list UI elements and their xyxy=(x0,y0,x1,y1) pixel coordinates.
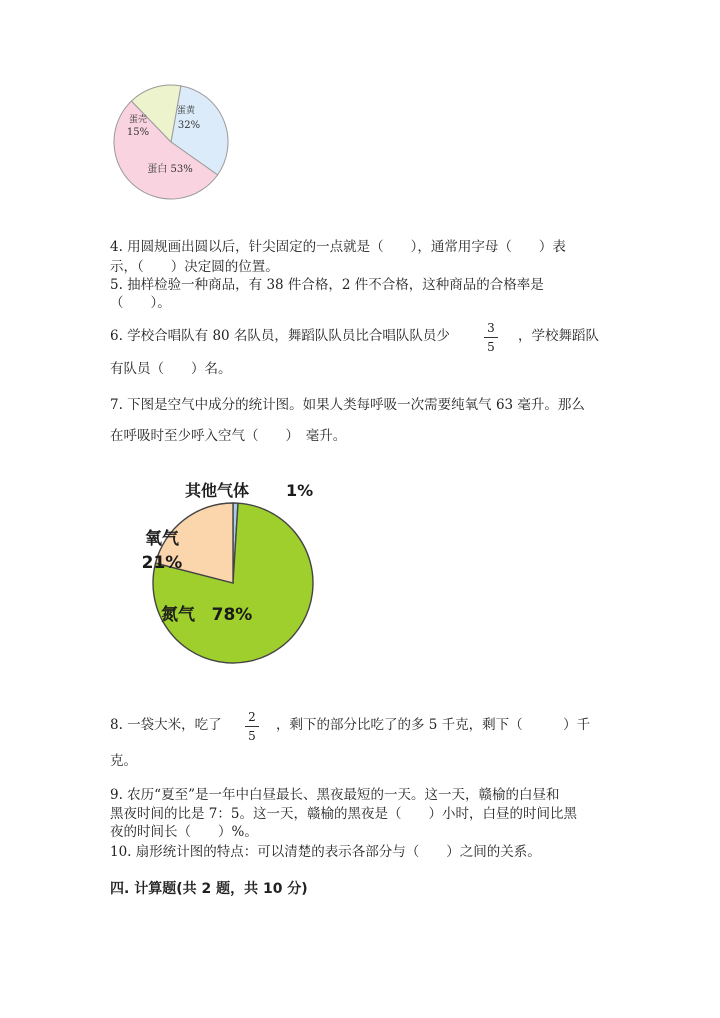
air-pie-chart xyxy=(110,474,330,670)
pie2-label-other: 其他气体 xyxy=(185,481,250,500)
q9-line2: 黑夜时间的比是 7：5。这一天，赣榆的黑夜是（ ）小时，白昼的时间比黑 xyxy=(110,806,577,822)
q8-fraction-numerator: 2 xyxy=(248,710,256,724)
egg-pie-chart xyxy=(108,82,238,206)
q6-line2: 有队员（ ）名。 xyxy=(110,361,232,377)
q7-line2: 在呼吸时至少呼入空气（ ） 毫升。 xyxy=(110,428,347,444)
q10-line1: 10. 扇形统计图的特点：可以清楚的表示各部分与（ ）之间的关系。 xyxy=(110,844,541,860)
q8-line1-b: ，剩下的部分比吃了的多 5 千克，剩下（ ）千 xyxy=(276,717,591,733)
q7-line1: 7. 下图是空气中成分的统计图。如果人类每呼吸一次需要纯氧气 63 毫升。那么 xyxy=(110,397,585,413)
pie2-value-oxygen: 21% xyxy=(141,553,183,573)
q6-fraction xyxy=(484,321,498,354)
pie1-label-yolk: 蛋黄 xyxy=(176,106,196,116)
q6-fraction-denominator: 5 xyxy=(487,340,495,354)
q8-fraction-denominator: 5 xyxy=(248,729,256,743)
q8-fraction xyxy=(245,710,259,743)
q6-fraction-numerator: 3 xyxy=(487,321,495,335)
pie1-value-shell: 15% xyxy=(126,127,150,138)
q9-line1: 9. 农历“夏至”是一年中白昼最长、黑夜最短的一天。这一天，赣榆的白昼和 xyxy=(110,787,560,803)
pie2-label-oxygen: 氧气 xyxy=(145,529,179,549)
q5-line1: 5. 抽样检验一种商品，有 38 件合格，2 件不合格，这种商品的合格率是 xyxy=(110,277,544,293)
q8-line1-a: 8. 一袋大米，吃了 xyxy=(110,717,222,733)
pie1-value-white: 蛋白 53% xyxy=(147,164,193,175)
section-heading: 四. 计算题(共 2 题，共 10 分) xyxy=(110,881,308,897)
q4-line2: 示，（ ）决定圆的位置。 xyxy=(110,259,279,275)
pie2-value-other: 1% xyxy=(286,481,314,500)
q6-line1-b: ，学校舞蹈队 xyxy=(518,328,599,344)
q8-line2: 克。 xyxy=(110,753,137,769)
q9-line3: 夜的时间长（ ）%。 xyxy=(110,824,258,840)
q4-line1: 4. 用圆规画出圆以后，针尖固定的一点就是（ ），通常用字母（ ）表 xyxy=(110,239,566,255)
q6-line1-a: 6. 学校合唱队有 80 名队员，舞蹈队队员比合唱队队员少 xyxy=(110,328,450,344)
pie1-label-shell: 蛋壳 xyxy=(128,115,148,125)
pie2-value-nitrogen: 78% xyxy=(211,605,253,625)
pie2-label-nitrogen: 氮气 xyxy=(161,605,195,625)
q5-line2: （ ）。 xyxy=(110,295,171,311)
pie1-value-yolk: 32% xyxy=(177,120,201,131)
